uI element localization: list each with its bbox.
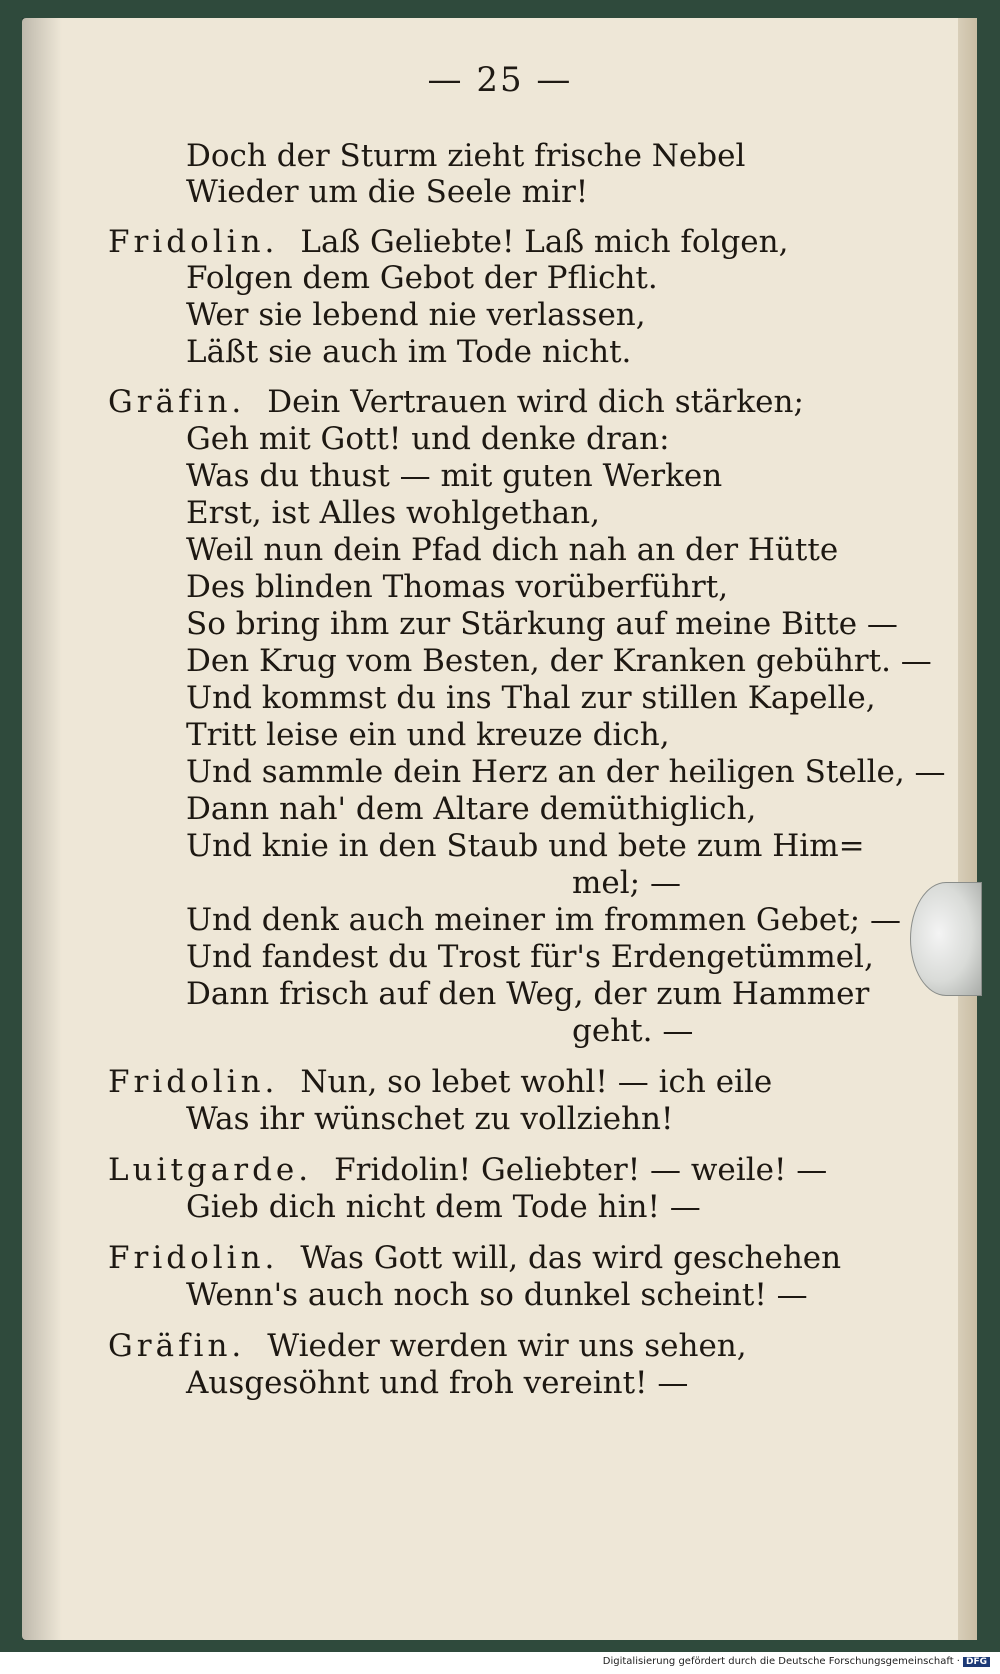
verse-line: Und denk auch meiner im frommen Gebet; —: [186, 902, 901, 938]
page-clip: [910, 882, 982, 996]
speaker-name: Fridolin.: [108, 1064, 279, 1100]
verse-line: Und sammle dein Herz an der heiligen Stelle, —: [186, 754, 946, 790]
verse-line: Und knie in den Staub und bete zum Him=: [186, 828, 865, 864]
page-gutter-shadow: [22, 18, 62, 1640]
speaker-name: Fridolin.: [108, 224, 279, 260]
speaker-line: Fridolin. Laß Geliebte! Laß mich folgen,: [108, 224, 789, 260]
speaker-line: Luitgarde. Fridolin! Geliebter! — weile! —: [108, 1152, 828, 1188]
verse-line: Doch der Sturm zieht frische Nebel: [186, 138, 746, 174]
verse-line: Des blinden Thomas vorüberführt,: [186, 569, 729, 605]
speaker-line: Fridolin. Was Gott will, das wird geschehen: [108, 1240, 842, 1276]
verse-line: Wenn's auch noch so dunkel scheint! —: [186, 1277, 808, 1313]
verse-line: Was du thust — mit guten Werken: [186, 458, 723, 494]
verse-line: So bring ihm zur Stärkung auf meine Bitte —: [186, 606, 898, 642]
digitization-footer: Digitalisierung gefördert durch die Deutsche Forschungsgemeinschaft · DFG: [0, 1656, 990, 1667]
page-number: — 25 —: [427, 60, 573, 100]
verse-line: Gieb dich nicht dem Tode hin! —: [186, 1189, 701, 1225]
verse-line: Ausgesöhnt und froh vereint! —: [186, 1365, 689, 1401]
dfg-logo: DFG: [963, 1657, 990, 1667]
speaker-name: Luitgarde.: [108, 1152, 313, 1188]
verse-line: Läßt sie auch im Tode nicht.: [186, 334, 632, 370]
verse-line: Und fandest du Trost für's Erdengetümmel,: [186, 939, 874, 975]
speaker-name: Gräfin.: [108, 384, 246, 420]
verse-line: Dann frisch auf den Weg, der zum Hammer: [186, 976, 870, 1012]
verse-line: Wieder um die Seele mir!: [186, 174, 589, 210]
speaker-line: Gräfin. Dein Vertrauen wird dich stärken;: [108, 384, 804, 420]
verse-line-continuation: geht. —: [572, 1013, 694, 1049]
verse-line: Wer sie lebend nie verlassen,: [186, 297, 646, 333]
speaker-line: Fridolin. Nun, so lebet wohl! — ich eile: [108, 1064, 773, 1100]
speaker-name: Fridolin.: [108, 1240, 279, 1276]
verse-line: Und kommst du ins Thal zur stillen Kapelle,: [186, 680, 876, 716]
speaker-name: Gräfin.: [108, 1328, 246, 1364]
page-edge: [958, 18, 977, 1640]
verse-line-continuation: mel; —: [572, 865, 681, 901]
verse-line: Dann nah' dem Altare demüthiglich,: [186, 791, 757, 827]
verse-line: Was ihr wünschet zu vollziehn!: [186, 1101, 674, 1137]
verse-line: Erst, ist Alles wohlgethan,: [186, 495, 600, 531]
speaker-line: Gräfin. Wieder werden wir uns sehen,: [108, 1328, 747, 1364]
verse-line: Den Krug vom Besten, der Kranken gebührt. —: [186, 643, 932, 679]
verse-line: Weil nun dein Pfad dich nah an der Hütte: [186, 532, 839, 568]
verse-line: Geh mit Gott! und denke dran:: [186, 421, 670, 457]
verse-line: Tritt leise ein und kreuze dich,: [186, 717, 670, 753]
verse-line: Folgen dem Gebot der Pflicht.: [186, 260, 658, 296]
